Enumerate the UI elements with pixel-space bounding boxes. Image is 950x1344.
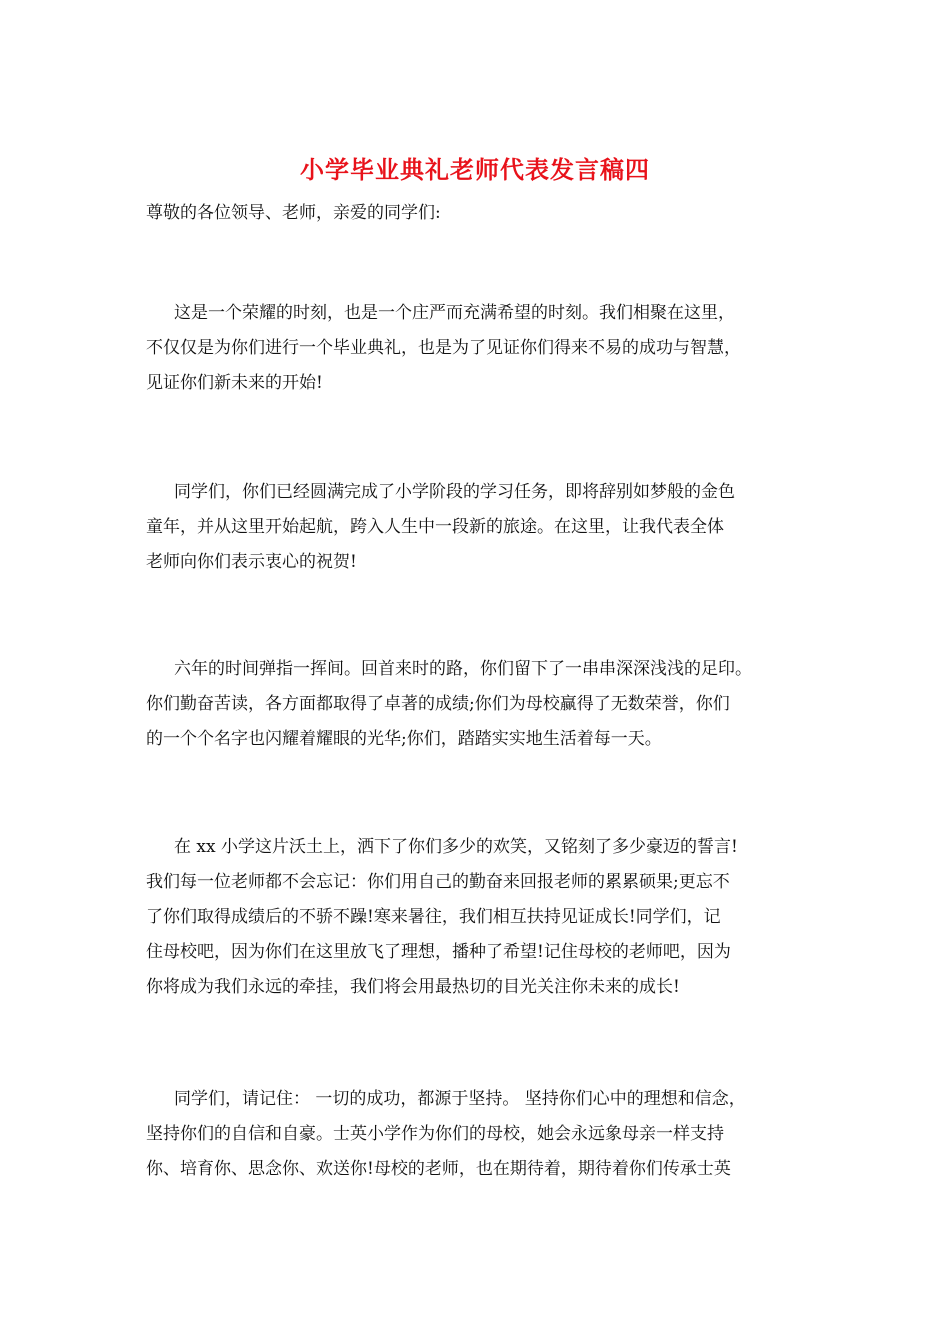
paragraph-line: 坚持你们的自信和自豪。士英小学作为你们的母校，她会永远象母亲一样支持 xyxy=(146,1124,724,1144)
paragraph-line: 老师向你们表示衷心的祝贺! xyxy=(146,552,357,572)
paragraph-line: 见证你们新未来的开始! xyxy=(146,373,323,393)
paragraph-1 xyxy=(146,296,816,401)
paragraph-line: 六年的时间弹指一挥间。回首来时的路，你们留下了一串串深深浅浅的足印。 xyxy=(174,659,752,679)
paragraph-line: 住母校吧，因为你们在这里放飞了理想，播种了希望!记住母校的老师吧，因为 xyxy=(146,942,731,962)
paragraph-line: 我们每一位老师都不会忘记：你们用自己的勤奋来回报老师的累累硕果;更忘不 xyxy=(146,872,730,892)
paragraph-5 xyxy=(146,1082,816,1187)
paragraph-line: 这是一个荣耀的时刻，也是一个庄严而充满希望的时刻。我们相聚在这里， xyxy=(174,303,735,323)
paragraph-2 xyxy=(146,475,816,580)
paragraph-line: 你、培育你、思念你、欢送你!母校的老师，也在期待着，期待着你们传承士英 xyxy=(146,1159,731,1179)
paragraph-line: 你将成为我们永远的牵挂，我们将会用最热切的目光关注你未来的成长! xyxy=(146,977,680,997)
paragraph-line: 了你们取得成绩后的不骄不躁!寒来暑往，我们相互扶持见证成长!同学们，记 xyxy=(146,907,721,927)
paragraph-3 xyxy=(146,652,816,757)
paragraph-line: 不仅仅是为你们进行一个毕业典礼，也是为了见证你们得来不易的成功与智慧， xyxy=(146,338,741,358)
paragraph-line: 在 xx 小学这片沃土上，洒下了你们多少的欢笑，又铭刻了多少豪迈的誓言! xyxy=(174,837,738,857)
paragraph-line: 同学们，你们已经圆满完成了小学阶段的学习任务，即将辞别如梦般的金色 xyxy=(174,482,735,502)
paragraph-line: 的一个个名字也闪耀着耀眼的光华;你们，踏踏实实地生活着每一天。 xyxy=(146,729,662,749)
paragraph-line: 童年，并从这里开始起航，跨入人生中一段新的旅途。在这里，让我代表全体 xyxy=(146,517,724,537)
salutation: 尊敬的各位领导、老师，亲爱的同学们: xyxy=(146,203,441,223)
paragraph-line: 同学们，请记住： 一切的成功，都源于坚持。 坚持你们心中的理想和信念， xyxy=(174,1089,746,1109)
paragraph-line: 你们勤奋苦读，各方面都取得了卓著的成绩;你们为母校赢得了无数荣誉，你们 xyxy=(146,694,730,714)
document-title: 小学毕业典礼老师代表发言稿四 xyxy=(300,155,650,184)
paragraph-4 xyxy=(146,830,816,1005)
